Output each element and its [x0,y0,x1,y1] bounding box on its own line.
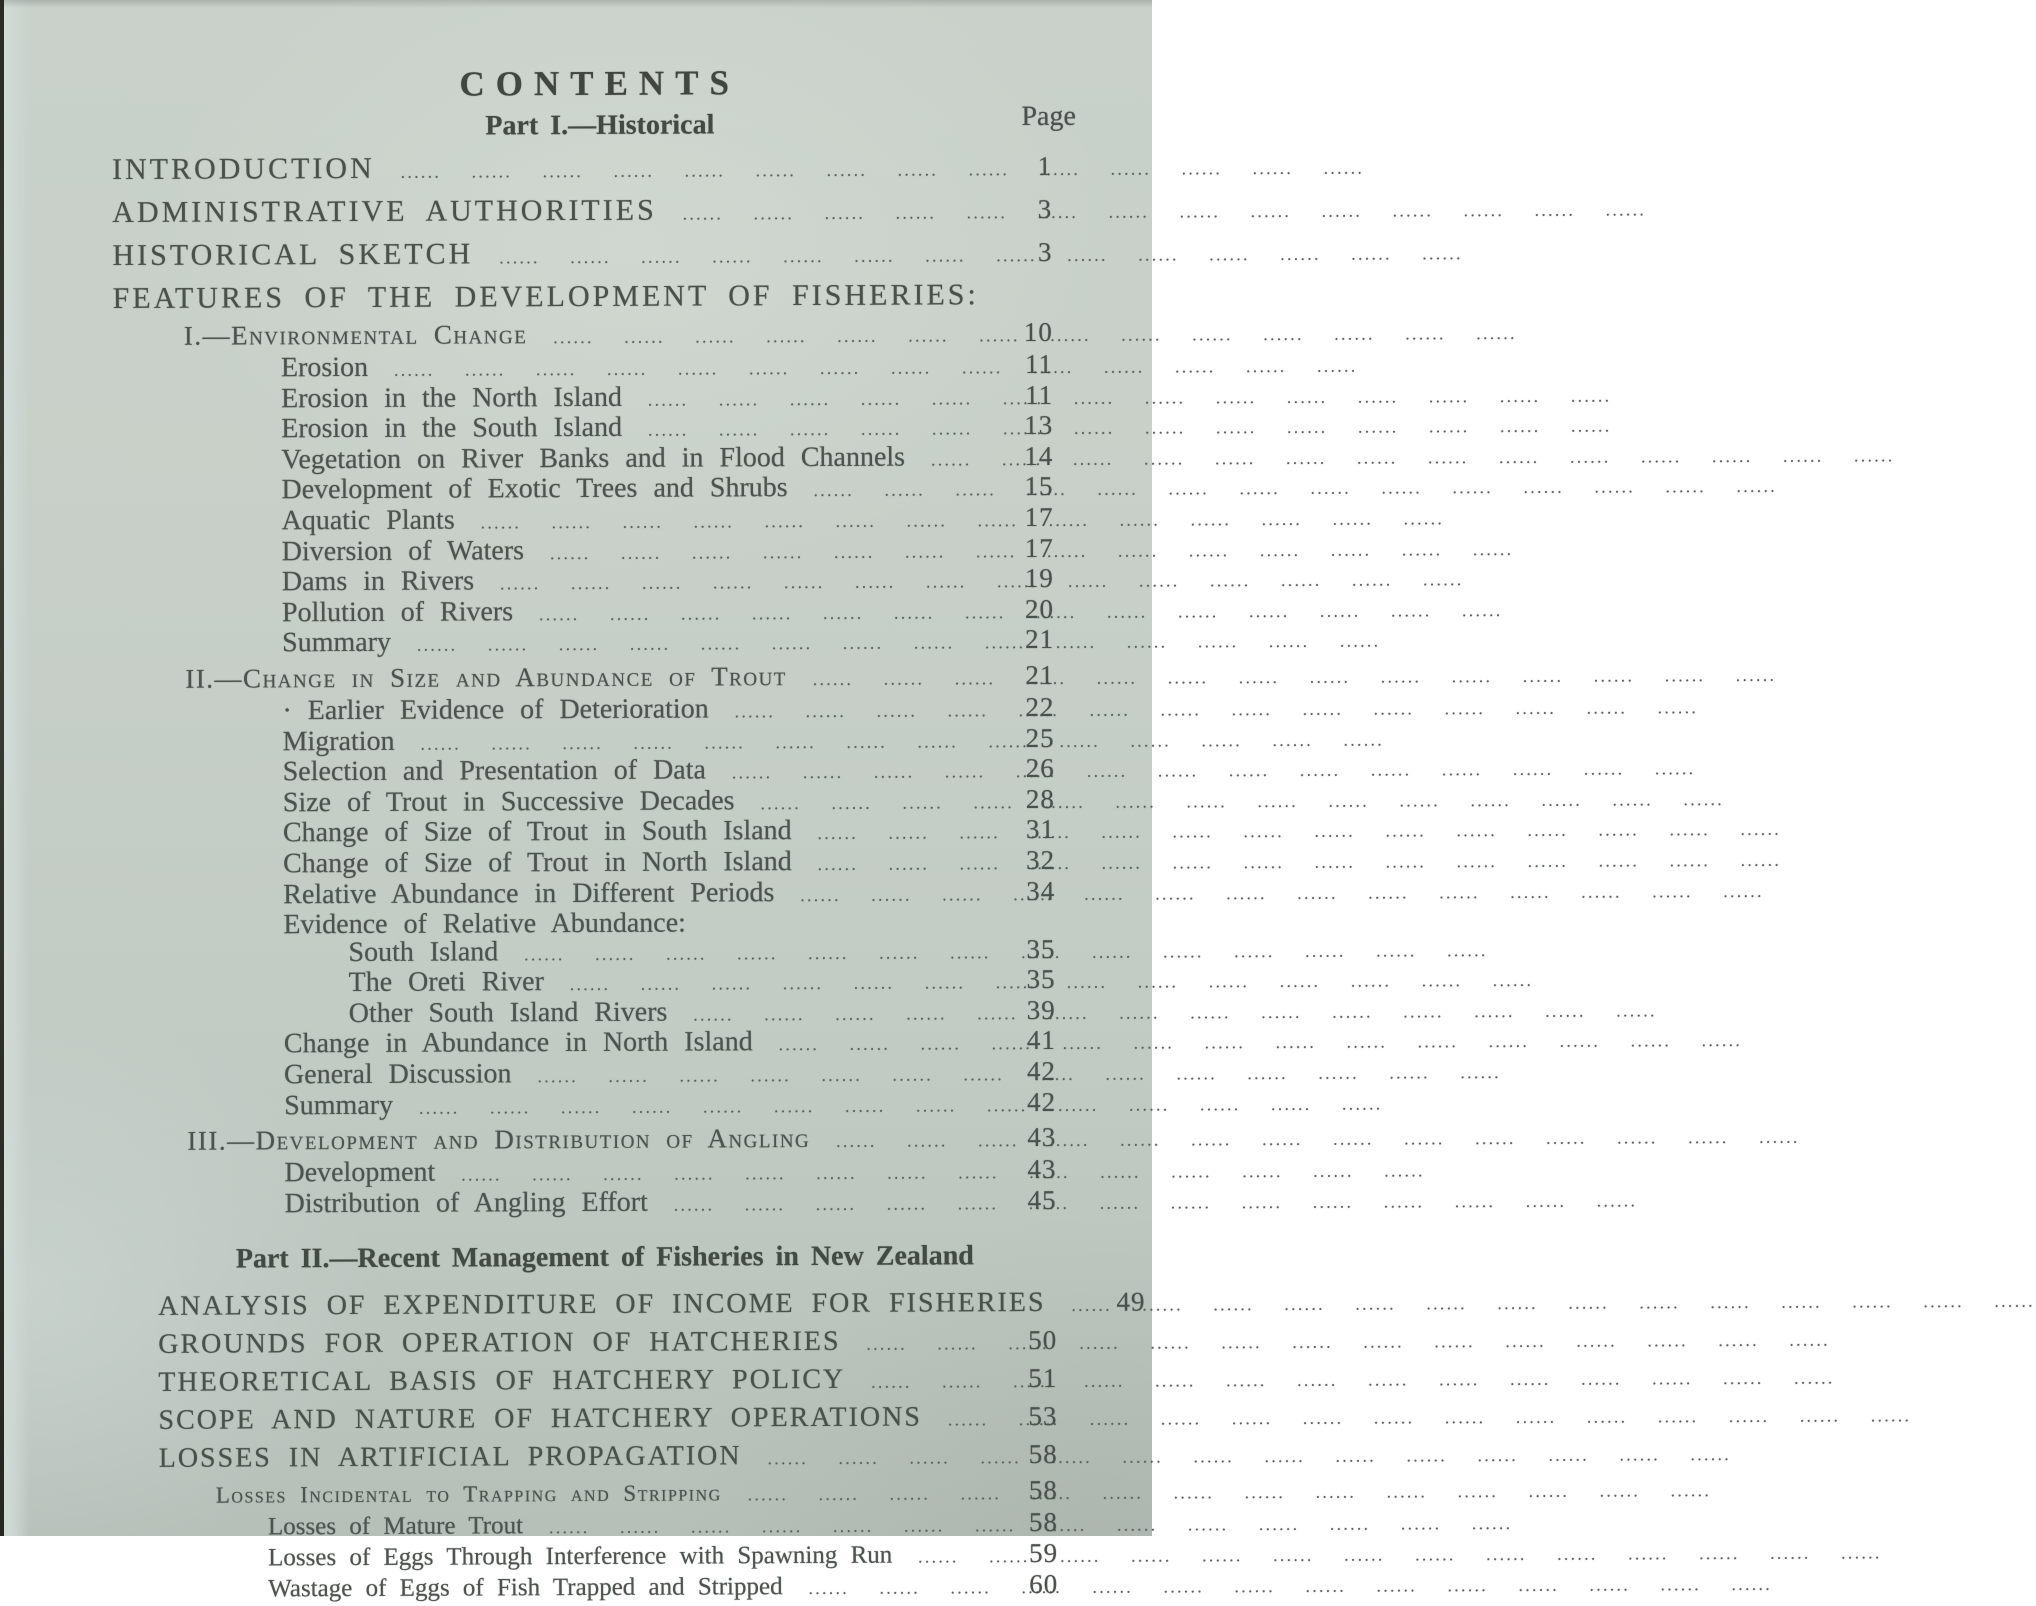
toc-row [282,595,1154,629]
page-number: 11 [1024,379,1054,410]
page-number: 51 [1028,1363,1058,1394]
toc-row [281,473,1153,507]
page-number: 60 [1029,1568,1059,1600]
page-number: 58 [1028,1439,1058,1470]
part2-toc-rows [5,1285,1158,1606]
toc-entry-label: Losses of Mature Trout [267,1512,524,1541]
page-number: 10 [1023,316,1053,348]
dot-leader [513,596,998,629]
toc-row [112,231,1152,279]
toc-entry-label: · Earlier Evidence of Deterioration [282,693,709,727]
dot-leader [544,966,1000,999]
page-number: 45 [1027,1184,1057,1215]
toc-row [283,908,1155,939]
toc-row [281,442,1153,476]
toc-row [283,785,1155,819]
page-number: 50 [1028,1325,1058,1356]
toc-row [285,1186,1157,1220]
toc-row [158,1361,1157,1403]
dot-leader [706,755,999,787]
dot-leader [524,535,998,568]
toc-entry-label: Erosion in the North Island [280,381,622,414]
dot-leader [741,1438,1001,1477]
page-number: 58 [1028,1475,1058,1506]
toc-entry-label: II.—Change in Size and Abundance of Trout [185,661,787,694]
dot-leader [648,1187,1001,1219]
page-number: 43 [1027,1154,1057,1185]
toc-entry-label: Development [284,1156,436,1189]
dot-leader [845,1362,1001,1401]
page-edge-highlight [4,0,30,1536]
toc-entry-label: Erosion [280,351,369,384]
page-column-label: Page [1021,100,1076,133]
toc-entry-label: INTRODUCTION [111,151,375,187]
dot-leader [734,786,998,818]
toc-row [113,274,1153,318]
dot-leader [753,1028,1000,1060]
toc-entry-label: Summary [282,627,392,659]
toc-row [282,693,1154,727]
dot-leader [905,443,997,474]
part1-heading: Part I.—Historical [485,109,715,142]
page-number: 21 [1025,624,1055,655]
toc-row [158,1323,1157,1365]
toc-row [187,1122,1156,1160]
toc-row [284,1156,1156,1190]
dot-leader [393,1089,1000,1122]
toc-entry-label: LOSSES IN ARTIFICIAL PROPAGATION [158,1440,742,1475]
dot-leader [774,878,999,910]
toc-row [281,412,1153,446]
toc-row [268,1509,1158,1544]
page-number: 19 [1024,563,1054,594]
toc-entry-label: ADMINISTRATIVE AUTHORITIES [112,193,657,230]
page-number: 28 [1025,783,1055,814]
dot-leader [395,725,999,758]
dot-leader [527,317,997,353]
toc-entry-label: GROUNDS FOR OPERATION OF HATCHERIES [158,1326,841,1361]
toc-entry-label: Development of Exotic Trees and Shrubs [281,472,788,506]
toc-row [112,188,1152,236]
part2-heading: Part II.—Recent Management of Fisheries in New Zealand [235,1240,974,1275]
toc-entry-label: General Discussion [283,1058,512,1091]
page-number: 13 [1024,410,1054,441]
page-number: 11 [1024,348,1053,380]
photo-left-edge [0,0,4,1536]
toc-entry-label: III.—Development and Distribution of Angling [187,1123,811,1156]
toc-entry-label: Change of Size of Trout in North Island [283,845,792,880]
dot-leader [667,997,999,1029]
dot-leader [722,1478,1002,1511]
toc-entry-label: Aquatic Plants [281,504,455,537]
toc-row [283,816,1155,850]
part1-toc-rows [0,145,1157,1221]
toc-entry-label: Migration [282,725,395,757]
toc-row [185,659,1154,697]
photo-top-edge-shadow [0,0,1152,8]
page-number: 17 [1024,501,1054,533]
toc-entry-label: I.—Environmental Change [183,319,528,351]
toc-entry-label: SCOPE AND NATURE OF HATCHERY OPERATIONS [158,1401,922,1437]
dot-leader [792,816,999,847]
toc-row [158,1399,1157,1441]
toc-row [184,316,1153,354]
page-number: 20 [1024,593,1055,624]
toc-row [216,1475,1158,1513]
toc-entry-label: Evidence of Relative Abundance: [283,907,686,941]
page-number: 49 [1116,1286,1146,1318]
page-number: 1 [1037,150,1053,181]
toc-row [283,755,1155,789]
dot-leader [787,660,999,695]
dot-leader [523,1512,1002,1543]
toc-row [283,846,1155,880]
page-number: 31 [1025,814,1056,845]
page-number: 21 [1025,659,1055,690]
page-number: 14 [1024,440,1054,471]
page-number: 58 [1028,1507,1059,1538]
toc-row [282,534,1154,568]
toc-row [268,1540,1158,1575]
toc-row [158,1285,1157,1327]
dot-leader [622,412,997,444]
page-number: 41 [1026,1025,1056,1056]
toc-entry-label: ANALYSIS OF EXPENDITURE OF INCOME FOR FISHERIES [157,1287,1046,1323]
page-number: 3 [1037,193,1053,224]
page-number: 35 [1026,933,1056,964]
page-number: 39 [1026,994,1056,1025]
page-number: 25 [1025,722,1055,753]
page-number: 26 [1025,753,1055,784]
page-title: CONTENTS [459,63,741,104]
toc-entry-label: Summary [284,1089,394,1121]
dot-leader [892,1542,1002,1571]
page-number: 15 [1024,471,1054,502]
page-number: 22 [1025,691,1055,722]
toc-entry-label: Change of Size of Trout in South Island [282,815,792,849]
toc-entry-label: Erosion in the South Island [281,411,623,445]
dot-leader [783,1573,1003,1603]
dot-leader [375,146,997,192]
toc-row [268,1570,1158,1605]
toc-row [281,381,1153,415]
dot-leader [1045,1285,1089,1323]
toc-entry-label: FEATURES OF THE DEVELOPMENT OF FISHERIES: [112,278,979,316]
toc-row [159,1437,1158,1479]
toc-row [284,1027,1156,1061]
toc-entry-label: Relative Abundance in Different Periods [283,876,775,910]
toc-entry-label: Distribution of Angling Effort [284,1186,648,1220]
toc-entry-label: Other South Island Rivers [348,996,668,1029]
dot-leader [368,351,997,384]
dot-leader [709,694,999,726]
dot-leader [498,936,999,969]
dot-leader [622,382,997,414]
page-number: 35 [1026,964,1056,995]
page-number: 34 [1026,875,1056,906]
toc-entry-label: Selection and Presentation of Data [282,754,706,788]
toc-entry-label: THEORETICAL BASIS OF HATCHERY POLICY [158,1364,846,1399]
toc-entry-label: Pollution of Rivers [281,596,514,629]
toc-row [282,565,1154,599]
toc-row [282,503,1154,537]
dot-leader [511,1058,1000,1091]
dot-leader [792,847,999,878]
page-number: 17 [1024,532,1054,563]
toc-row [282,626,1154,660]
dot-leader [473,232,996,277]
toc-entry-label: HISTORICAL SKETCH [112,237,474,273]
page-number: 53 [1028,1401,1058,1432]
toc-entry-label: Wastage of Eggs of Fish Trapped and Stripped [268,1573,783,1603]
toc-entry-label: Losses Incidental to Trapping and Stripping [215,1480,722,1509]
toc-entry-label: Dams in Rivers [281,565,475,598]
dot-leader [391,627,998,660]
toc-entry-label: Diversion of Waters [281,534,525,567]
dot-leader [455,504,998,537]
dot-leader [810,1122,1000,1157]
page-number: 42 [1026,1055,1057,1087]
toc-row [112,145,1152,193]
toc-row [281,350,1153,384]
toc-entry-label: The Oreti River [348,966,544,999]
toc-entry-label: Change in Abundance in North Island [283,1026,753,1060]
dot-leader [922,1400,1002,1438]
page-number: 32 [1026,844,1056,875]
toc-row [284,1088,1156,1122]
toc-entry-label: Losses of Eggs Through Interference with Spawning Run [268,1541,893,1572]
page-number: 59 [1029,1538,1059,1569]
toc-entry-label: Vegetation on River Banks and in Flood Channels [281,441,906,476]
toc-row [283,877,1155,911]
dot-leader [788,474,998,506]
dot-leader [474,565,998,598]
page-number: 3 [1037,236,1053,267]
toc-row [283,724,1155,758]
dot-leader [840,1324,1001,1363]
toc-entry-label: Size of Trout in Successive Decades [282,785,735,818]
dot-leader [657,189,997,233]
toc-row [283,1055,1156,1092]
page-number: 42 [1027,1086,1057,1117]
page-number: 43 [1027,1122,1057,1153]
toc-entry-label: South Island [348,936,499,968]
dot-leader [435,1156,1000,1189]
